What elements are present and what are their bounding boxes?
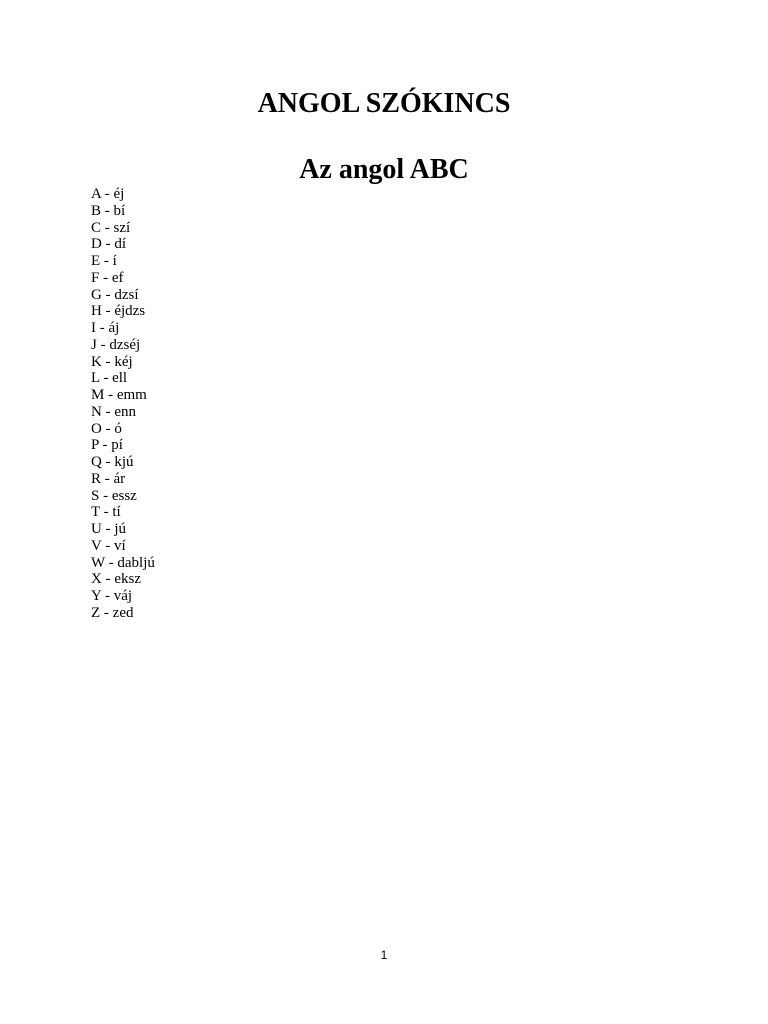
- list-item: K - kéj: [91, 353, 133, 370]
- list-item: V - ví: [91, 537, 126, 554]
- list-item: J - dzséj: [91, 336, 141, 353]
- list-item: P - pí: [91, 437, 123, 454]
- alphabet-list: [91, 186, 155, 622]
- list-item: Q - kjú: [91, 454, 134, 470]
- list-item: B - bí: [91, 202, 126, 219]
- list-item: F - ef: [91, 269, 124, 286]
- list-item: N - enn: [91, 403, 136, 420]
- list-item: M - emm: [91, 387, 147, 403]
- page-title: ANGOL SZÓKINCS: [257, 88, 511, 119]
- list-item: D - dí: [91, 236, 126, 253]
- list-item: C - szí: [91, 219, 131, 236]
- list-item: A - éj: [91, 186, 125, 202]
- list-item: Z - zed: [91, 604, 134, 621]
- list-item: H - éjdzs: [91, 303, 146, 320]
- list-item: I - áj: [91, 320, 120, 336]
- list-item: R - ár: [91, 470, 126, 487]
- list-item: O - ó: [91, 420, 122, 437]
- section-heading: Az angol ABC: [299, 154, 469, 185]
- list-item: Y - váj: [91, 588, 133, 604]
- list-item: W - dabljú: [91, 554, 155, 571]
- list-item: L - ell: [91, 370, 128, 387]
- list-item: T - tí: [91, 504, 121, 521]
- list-item: U - jú: [91, 521, 126, 537]
- page-number: 1: [380, 948, 388, 962]
- list-item: S - essz: [91, 487, 137, 504]
- list-item: G - dzsí: [91, 286, 139, 303]
- list-item: X - eksz: [91, 571, 141, 588]
- list-item: E - í: [91, 253, 117, 269]
